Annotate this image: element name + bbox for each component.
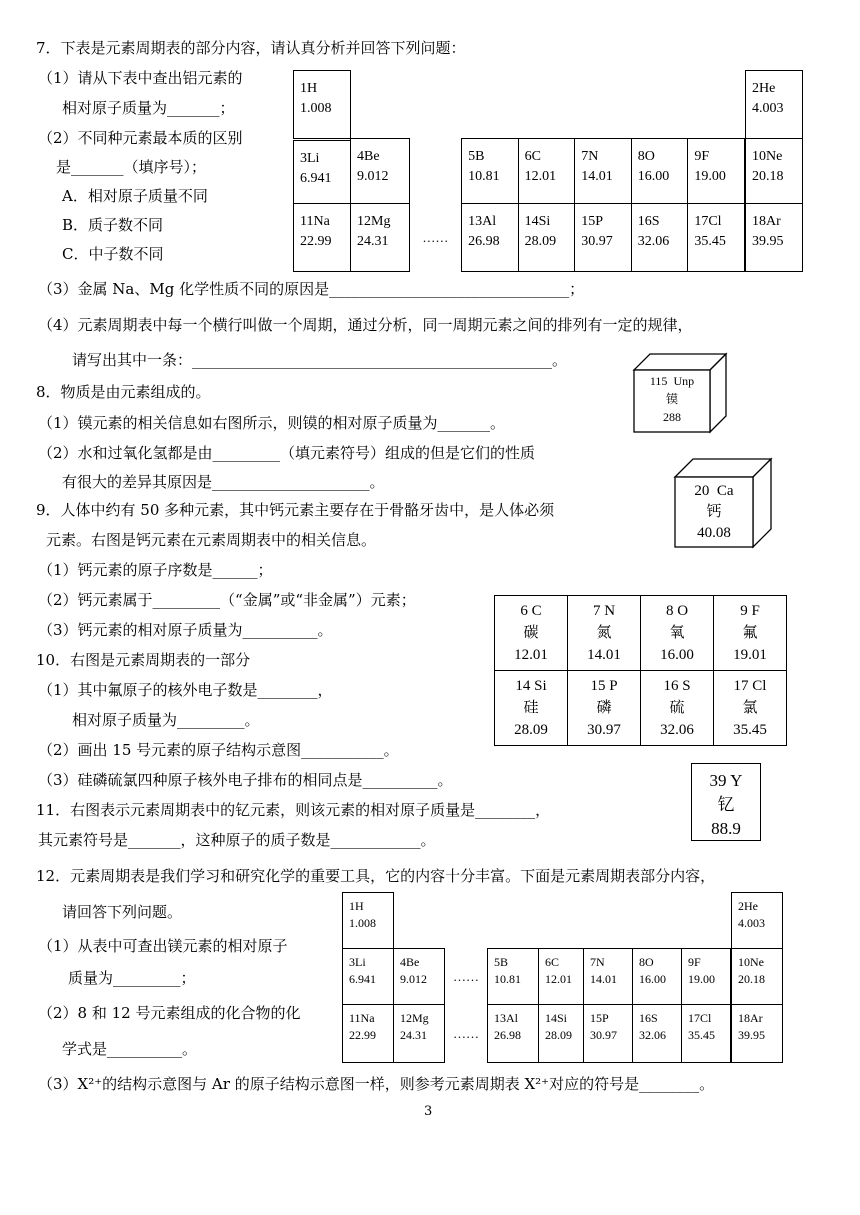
element-cell-p: 15P 30.97 <box>584 1005 633 1063</box>
q7-option-a: A．相对原子质量不同 <box>62 187 208 205</box>
q10-part2: （2）画出 15 号元素的原子结构示意图___________。 <box>38 741 399 759</box>
q9-part3: （3）钙元素的相对原子质量为__________。 <box>38 621 333 639</box>
element-cell-be: 4Be 9.012 <box>394 949 445 1005</box>
element-cell-n: 7N 14.01 <box>575 139 632 204</box>
q12-title: 12．元素周期表是我们学习和研究化学的重要工具，它的内容十分丰富。下面是元素周期表部分内容， <box>36 867 716 885</box>
element-cell-ne: 10Ne 20.18 <box>732 949 783 1005</box>
q7-part3: （3）金属 Na、Mg 化学性质不同的原因是________________________________； <box>38 280 585 298</box>
element-cell-p: 15 P 磷 30.97 <box>568 671 641 746</box>
element-cell-c: 6C 12.01 <box>539 949 584 1005</box>
page-number: 3 <box>424 1104 433 1119</box>
element-cell-al: 13Al 26.98 <box>462 204 519 272</box>
element-cell-he: 2He 4.003 <box>746 71 803 139</box>
q12-title-cont: 请回答下列问题。 <box>62 903 183 921</box>
q9-part1: （1）钙元素的原子序数是______； <box>38 561 273 579</box>
element-cell-cl: 17 Cl 氯 35.45 <box>714 671 787 746</box>
element-cell-ar: 18Ar 39.95 <box>746 204 803 272</box>
element-cell-o: 8O 16.00 <box>633 949 682 1005</box>
element-cell-b: 5B 10.81 <box>488 949 539 1005</box>
element-cell-n: 7N 14.01 <box>584 949 633 1005</box>
table-ellipsis: …… <box>422 229 449 245</box>
element-cell-p: 15P 30.97 <box>575 204 632 272</box>
q8-title: 8．物质是由元素组成的。 <box>36 383 211 401</box>
periodic-table-3 <box>342 892 783 1063</box>
periodic-table-2 <box>494 595 787 746</box>
q12-part2: （2）8 和 12 号元素组成的化合物的化 <box>38 1004 301 1022</box>
q10-title: 10．右图是元素周期表的一部分 <box>36 651 251 669</box>
element-cell-he: 2He 4.003 <box>732 893 783 949</box>
q8-part2-cont: 有很大的差异其原因是_____________________。 <box>62 473 385 491</box>
q7-option-c: C．中子数不同 <box>62 245 164 263</box>
element-cell-c: 6C 12.01 <box>518 139 575 204</box>
q10-part1: （1）其中氟原子的核外电子数是________， <box>38 681 333 699</box>
element-cell-f: 9F 19.00 <box>682 949 731 1005</box>
element-cell-cl: 17Cl 35.45 <box>682 1005 731 1063</box>
element-cell-c: 6 C 碳 12.01 <box>495 596 568 671</box>
table-ellipsis: …… <box>453 1025 479 1041</box>
element-cell-cl: 17Cl 35.45 <box>688 204 745 272</box>
q12-part3: （3）X²⁺的结构示意图与 Ar 的原子结构示意图一样，则参考元素周期表 X²⁺对应的符号是________。 <box>38 1075 715 1093</box>
q9-title-cont: 元素。右图是钙元素在元素周期表中的相关信息。 <box>46 531 377 549</box>
q7-part1: （1）请从下表中查出铝元素的 <box>38 69 243 87</box>
element-cell-f: 9 F 氟 19.01 <box>714 596 787 671</box>
q9-part2: （2）钙元素属于_________（“金属”或“非金属”）元素； <box>38 591 416 609</box>
q7-option-b: B．质子数不同 <box>62 216 164 234</box>
element-cell-f: 9F 19.00 <box>688 139 745 204</box>
element-cell-ar: 18Ar 39.95 <box>732 1005 783 1063</box>
element-cell-si: 14Si 28.09 <box>539 1005 584 1063</box>
element-cell-o: 8O 16.00 <box>631 139 688 204</box>
q9-title: 9．人体中约有 50 多种元素，其中钙元素主要存在于骨骼牙齿中，是人体必须 <box>36 501 555 519</box>
q12-part1-cont: 质量为_________； <box>68 969 196 987</box>
element-cell-s: 16S 32.06 <box>633 1005 682 1063</box>
q11-title-cont: 其元素符号是_______，这种原子的质子数是____________。 <box>38 831 436 849</box>
element-cell-n: 7 N 氮 14.01 <box>568 596 641 671</box>
q7-part4: （4）元素周期表中每一个横行叫做一个周期，通过分析，同一周期元素之间的排列有一定的规律， <box>38 316 693 334</box>
element-box-y: 39 Y 钇 88.9 <box>691 763 761 841</box>
element-cell-si: 14 Si 硅 28.09 <box>495 671 568 746</box>
element-cell-li: 3Li 6.941 <box>343 949 394 1005</box>
element-cell-si: 14Si 28.09 <box>518 204 575 272</box>
q10-part1-cont: 相对原子质量为_________。 <box>72 711 260 729</box>
element-cell-ne: 10Ne 20.18 <box>746 139 803 204</box>
element-cell-li: 3Li 6.941 <box>293 140 351 205</box>
element-box-ca: 20 Ca 钙 40.08 <box>694 483 734 541</box>
q7-part2: （2）不同种元素最本质的区别 <box>38 129 243 147</box>
q11-title: 11．右图表示元素周期表中的钇元素，则该元素的相对原子质量是________， <box>36 801 551 819</box>
q7-part4-cont: 请写出其中一条：________________________________________________。 <box>72 351 568 369</box>
element-cell-h: 1H 1.008 <box>294 71 351 139</box>
q8-part2: （2）水和过氧化氢都是由_________（填元素符号）组成的但是它们的性质 <box>38 444 536 462</box>
element-cell-b: 5B 10.81 <box>462 139 519 204</box>
element-cell-mg: 12Mg 24.31 <box>394 1005 445 1063</box>
q7-part2-cont: 是_______（填序号）； <box>56 158 207 176</box>
table-ellipsis: …… <box>453 968 479 984</box>
element-cell-s: 16S 32.06 <box>631 204 688 272</box>
q12-part2-cont: 学式是__________。 <box>62 1040 198 1058</box>
element-box-unp: 115 Unp 镆 288 <box>649 374 695 424</box>
q7-title: 7．下表是元素周期表的部分内容，请认真分析并回答下列问题： <box>36 39 466 57</box>
q8-part1: （1）镆元素的相关信息如右图所示，则镆的相对原子质量为_______。 <box>38 414 506 432</box>
element-cell-be: 4Be 9.012 <box>351 139 410 204</box>
q12-part1: （1）从表中可查出镁元素的相对原子 <box>38 937 288 955</box>
q7-part1-cont: 相对原子质量为_______； <box>62 99 235 117</box>
periodic-table-1 <box>293 70 803 272</box>
element-cell-mg: 12Mg 24.31 <box>351 204 410 272</box>
element-cell-s: 16 S 硫 32.06 <box>641 671 714 746</box>
element-cell-na: 11Na 22.99 <box>343 1005 394 1063</box>
q10-part3: （3）硅磷硫氯四种原子核外电子排布的相同点是__________。 <box>38 771 453 789</box>
element-cell-o: 8 O 氧 16.00 <box>641 596 714 671</box>
element-cell-al: 13Al 26.98 <box>488 1005 539 1063</box>
element-cell-na: 11Na 22.99 <box>294 204 351 272</box>
element-cell-h: 1H 1.008 <box>343 893 394 949</box>
